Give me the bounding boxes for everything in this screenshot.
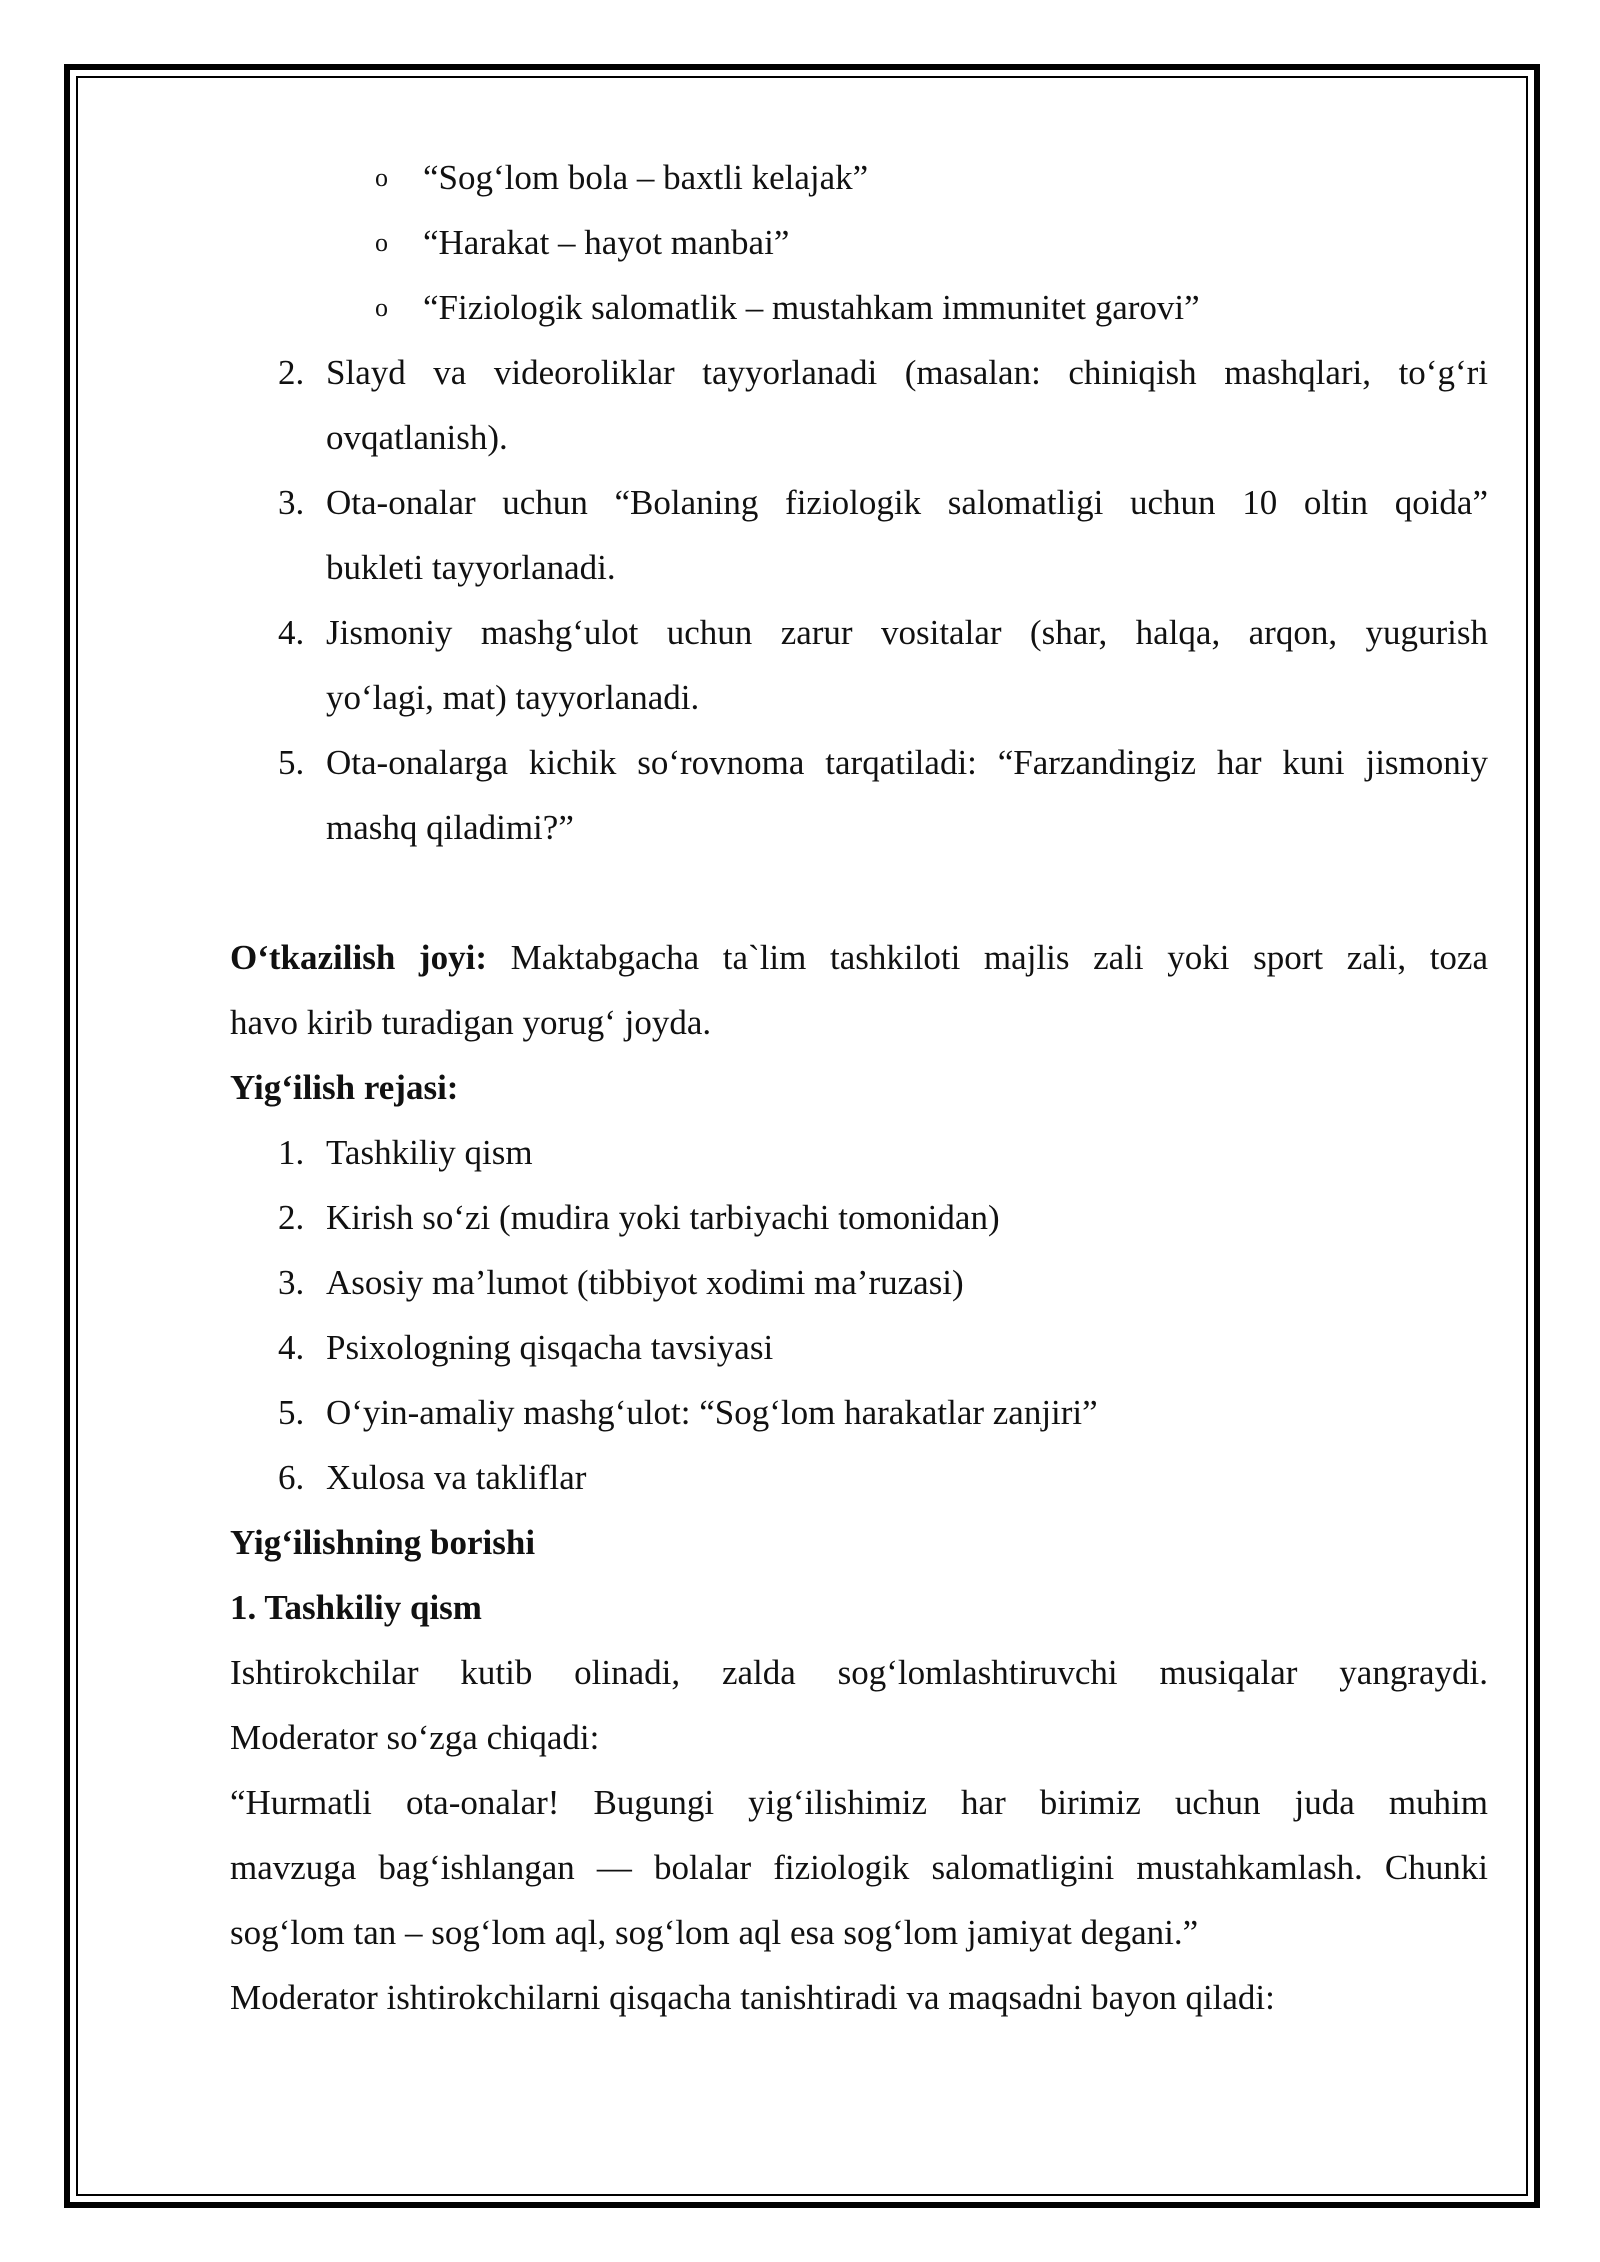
- bullet-icon: o: [375, 228, 388, 257]
- paragraph-line: Moderator so‘zga chiqadi:: [230, 1718, 600, 1757]
- quote-line: mavzuga bag‘ishlangan — bolalar fiziologik salomatligini mustahkamlash. Chunki: [230, 1848, 1488, 1887]
- list-number: 5.: [278, 1393, 305, 1432]
- plan-list-item: [230, 1120, 1488, 1185]
- slogan-item: [230, 145, 1488, 210]
- document-body: [230, 145, 1488, 2030]
- list-number: 4.: [278, 1328, 305, 1367]
- slogan-text: “Sog‘lom bola – baxtli kelajak”: [423, 158, 869, 197]
- plan-list-item: [230, 1380, 1488, 1445]
- prep-text-line2: yo‘lagi, mat) tayyorlanadi.: [326, 678, 700, 717]
- prep-list-item: [230, 600, 1488, 665]
- bullet-icon: o: [375, 163, 388, 192]
- list-number: 3.: [278, 483, 305, 522]
- prep-list-continuation: [230, 795, 1488, 860]
- plan-list-item: [230, 1445, 1488, 1510]
- slogan-text: “Harakat – hayot manbai”: [423, 223, 790, 262]
- list-number: 2.: [278, 1198, 305, 1237]
- progress-heading: Yig‘ilishning borishi: [230, 1523, 536, 1562]
- progress-subheading: 1. Tashkiliy qism: [230, 1588, 482, 1627]
- plan-item-text: Xulosa va takliflar: [326, 1458, 587, 1497]
- plan-list-item: [230, 1250, 1488, 1315]
- slogan-item: [230, 210, 1488, 275]
- list-number: 3.: [278, 1263, 305, 1302]
- prep-list-continuation: [230, 405, 1488, 470]
- prep-text-line1: Slayd va videoroliklar tayyorlanadi (masalan: chiniqish mashqlari, to‘g‘ri: [326, 353, 1488, 392]
- plan-list-item: [230, 1315, 1488, 1380]
- plan-list-item: [230, 1185, 1488, 1250]
- prep-text-line2: bukleti tayyorlanadi.: [326, 548, 616, 587]
- venue-text-line2: havo kirib turadigan yorug‘ joyda.: [230, 1003, 712, 1042]
- plan-item-text: Kirish so‘zi (mudira yoki tarbiyachi tomonidan): [326, 1198, 1000, 1237]
- list-number: 4.: [278, 613, 305, 652]
- list-number: 6.: [278, 1458, 305, 1497]
- prep-text-line2: ovqatlanish).: [326, 418, 508, 457]
- prep-list-continuation: [230, 535, 1488, 600]
- closing-line: Moderator ishtirokchilarni qisqacha tanishtiradi va maqsadni bayon qiladi:: [230, 1978, 1275, 2017]
- slogan-item: [230, 275, 1488, 340]
- slogan-text: “Fiziologik salomatlik – mustahkam immunitet garovi”: [423, 288, 1200, 327]
- list-number: 2.: [278, 353, 305, 392]
- plan-heading: Yig‘ilish rejasi:: [230, 1068, 459, 1107]
- quote-line: “Hurmatli ota-onalar! Bugungi yig‘ilishimiz har birimiz uchun juda muhim: [230, 1783, 1488, 1822]
- venue-label: O‘tkazilish joyi:: [230, 938, 487, 977]
- venue-continuation: [230, 990, 1488, 1055]
- prep-list-continuation: [230, 665, 1488, 730]
- plan-item-text: Asosiy ma’lumot (tibbiyot xodimi ma’ruzasi): [326, 1263, 964, 1302]
- prep-list-item: [230, 730, 1488, 795]
- list-number: 1.: [278, 1133, 305, 1172]
- blank-line: [230, 860, 1488, 925]
- quote-line: sog‘lom tan – sog‘lom aql, sog‘lom aql esa sog‘lom jamiyat degani.”: [230, 1913, 1199, 1952]
- prep-text-line1: Jismoniy mashg‘ulot uchun zarur vositalar (shar, halqa, arqon, yugurish: [326, 613, 1488, 652]
- prep-list-item: [230, 470, 1488, 535]
- plan-item-text: Tashkiliy qism: [326, 1133, 533, 1172]
- venue-paragraph: [230, 925, 1488, 990]
- list-number: 5.: [278, 743, 305, 782]
- paragraph-line: Ishtirokchilar kutib olinadi, zalda sog‘lomlashtiruvchi musiqalar yangraydi.: [230, 1653, 1488, 1692]
- plan-item-text: O‘yin-amaliy mashg‘ulot: “Sog‘lom harakatlar zanjiri”: [326, 1393, 1098, 1432]
- prep-text-line1: Ota-onalarga kichik so‘rovnoma tarqatiladi: “Farzandingiz har kuni jismoniy: [326, 743, 1488, 782]
- prep-list-item: [230, 340, 1488, 405]
- bullet-icon: o: [375, 293, 388, 322]
- prep-text-line2: mashq qiladimi?”: [326, 808, 574, 847]
- plan-item-text: Psixologning qisqacha tavsiyasi: [326, 1328, 774, 1367]
- venue-text-line1: Maktabgacha ta`lim tashkiloti majlis zali yoki sport zali, toza: [486, 938, 1488, 977]
- prep-text-line1: Ota-onalar uchun “Bolaning fiziologik salomatligi uchun 10 oltin qoida”: [326, 483, 1488, 522]
